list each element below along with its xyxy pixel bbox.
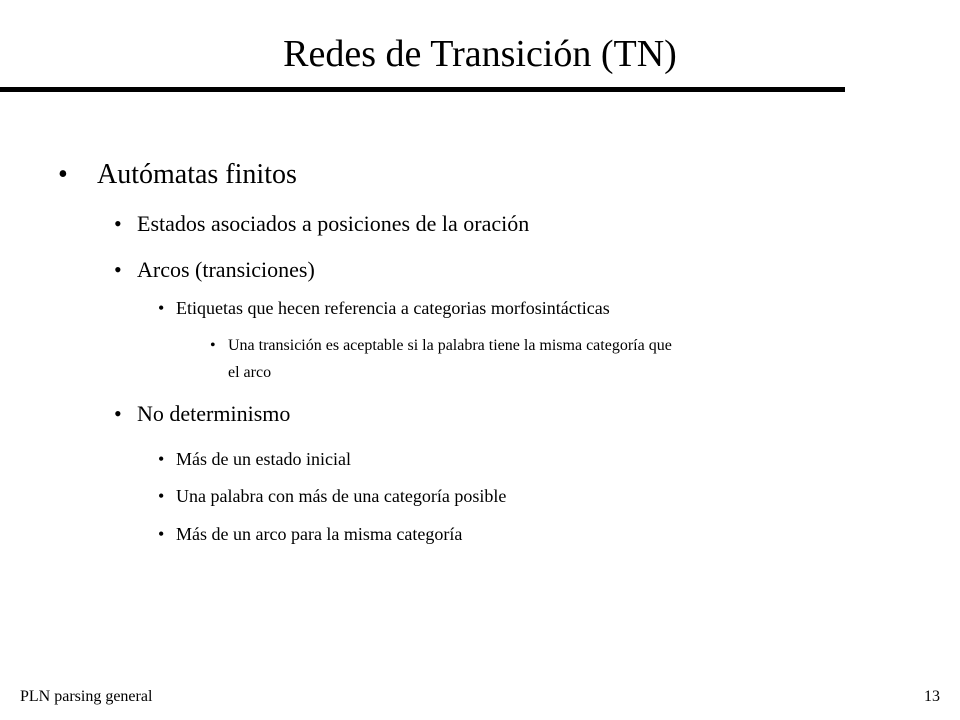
bullet-marker: • — [158, 524, 165, 544]
slide-number: 13 — [924, 688, 940, 705]
bullet-text-level3: Más de un estado inicial — [176, 449, 351, 469]
footer-course-label: PLN parsing general — [20, 688, 153, 705]
bullet-marker: • — [158, 449, 165, 469]
bullet-text-level4-continuation: el arco — [228, 364, 272, 381]
title-underline — [0, 87, 845, 92]
bullet-text-level3: Etiquetas que hecen referencia a categorias morfosintácticas — [176, 298, 610, 318]
bullet-text-level2: Arcos (transiciones) — [137, 257, 315, 282]
bullet-text-level3: Una palabra con más de una categoría posible — [176, 486, 507, 506]
bullet-marker: • — [158, 486, 165, 506]
bullet-text-level3: Más de un arco para la misma categoría — [176, 524, 463, 544]
bullet-text-level4: Una transición es aceptable si la palabra tiene la misma categoría que — [228, 337, 672, 354]
bullet-marker: • — [158, 298, 165, 318]
bullet-text-level1: Autómatas finitos — [97, 159, 297, 190]
slide-title: Redes de Transición (TN) — [283, 33, 677, 75]
bullet-marker: • — [114, 257, 122, 282]
bullet-marker: • — [114, 401, 122, 426]
bullet-marker: • — [58, 159, 68, 190]
bullet-marker: • — [114, 211, 122, 236]
bullet-marker: • — [210, 337, 216, 354]
bullet-text-level2: No determinismo — [137, 401, 291, 426]
bullet-text-level2: Estados asociados a posiciones de la oración — [137, 211, 530, 236]
